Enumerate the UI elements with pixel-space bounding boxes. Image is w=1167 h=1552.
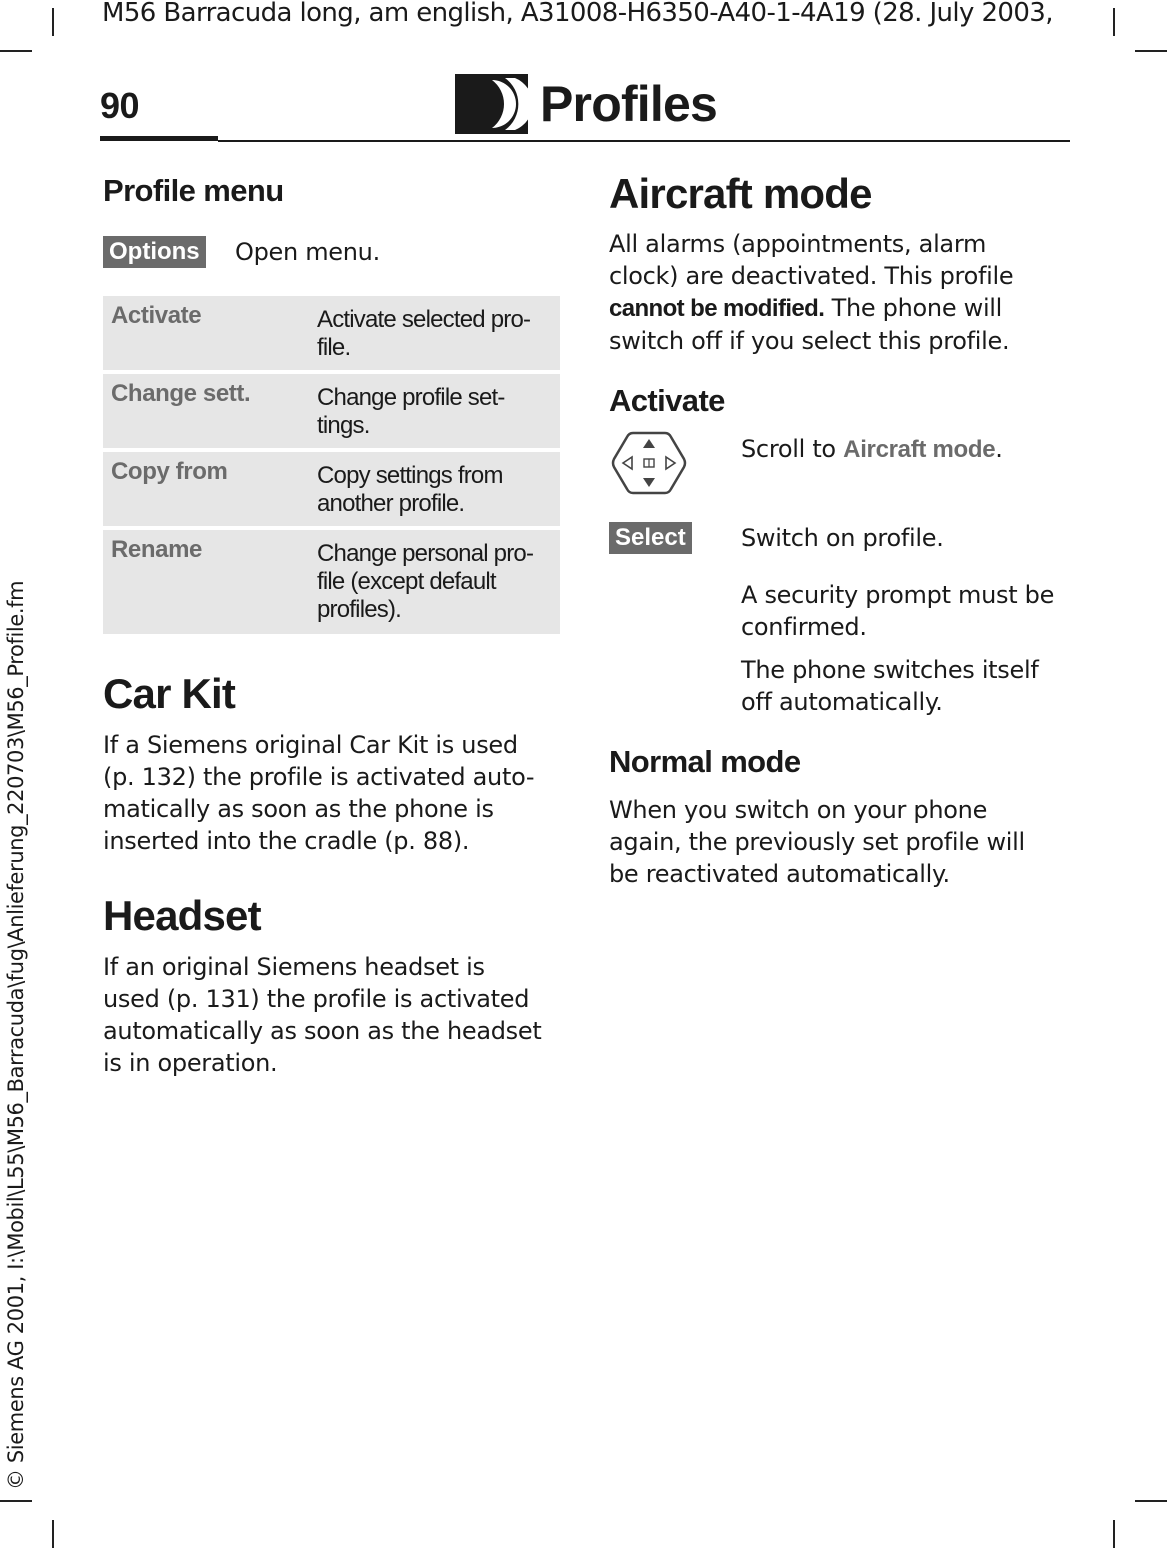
text-line: clock) are deactivated. This profile — [609, 262, 1014, 290]
menu-desc-line: Change profile set- — [317, 384, 505, 411]
normal-mode-body — [609, 794, 1079, 890]
profile-menu-heading: Profile menu — [103, 173, 284, 208]
headset-body — [103, 951, 573, 1079]
emphasis: cannot be modified. — [609, 295, 825, 322]
header-rule — [218, 140, 1070, 142]
options-softkey-desc: Open menu. — [235, 238, 380, 266]
menu-desc — [317, 306, 553, 362]
crop-mark — [0, 50, 32, 52]
menu-desc-line: file (except default — [317, 568, 496, 595]
menu-key: Copy from — [111, 458, 228, 485]
options-softkey[interactable]: Options — [103, 236, 206, 268]
scroll-instruction — [741, 433, 1003, 466]
text-line: again, the previously set profile will — [609, 828, 1025, 856]
crop-mark — [0, 1500, 32, 1502]
menu-row-copy-from[interactable] — [103, 452, 560, 526]
menu-key: Activate — [111, 302, 202, 329]
menu-row-activate[interactable] — [103, 296, 560, 370]
running-title: M56 Barracuda long, am english, A31008-H6350-A40-1-4A19 (28. July 2003, — [102, 0, 1053, 28]
text-line: If a Siemens original Car Kit is used — [103, 731, 518, 759]
headset-heading: Headset — [103, 892, 261, 939]
text-line: automatically as soon as the headset — [103, 1017, 542, 1045]
menu-desc-line: Activate selected pro- — [317, 306, 531, 333]
text-line: inserted into the cradle (p. 88). — [103, 827, 470, 855]
text-span: The phone will — [824, 294, 1003, 322]
menu-key: Change sett. — [111, 380, 251, 407]
aircraft-mode-heading: Aircraft mode — [609, 170, 872, 217]
activate-heading: Activate — [609, 383, 725, 418]
menu-desc-line: another profile. — [317, 490, 465, 517]
menu-key: Rename — [111, 536, 202, 563]
text-line: A security prompt must be — [741, 581, 1055, 609]
menu-row-change-sett[interactable] — [103, 374, 560, 448]
normal-mode-heading: Normal mode — [609, 744, 801, 779]
car-kit-body — [103, 729, 573, 857]
switch-off-note — [741, 654, 1071, 718]
text-line — [609, 292, 1079, 325]
text-line: If an original Siemens headset is — [103, 953, 485, 981]
text-line: be reactivated automatically. — [609, 860, 950, 888]
select-softkey[interactable]: Select — [609, 522, 692, 554]
select-softkey-desc: Switch on profile. — [741, 524, 944, 552]
menu-desc-line: Copy settings from — [317, 462, 503, 489]
text-line: The phone switches itself — [741, 656, 1039, 684]
text-line: is in operation. — [103, 1049, 278, 1077]
text-span: . — [995, 435, 1003, 463]
aircraft-mode-body — [609, 228, 1079, 357]
crop-mark — [1113, 1520, 1115, 1548]
car-kit-heading: Car Kit — [103, 670, 236, 717]
text-span: Scroll to — [741, 435, 844, 463]
menu-desc — [317, 462, 553, 518]
profile-menu-table — [103, 296, 560, 638]
crop-mark — [1135, 1500, 1167, 1502]
text-line: switch off if you select this profile. — [609, 327, 1010, 355]
menu-desc-line: file. — [317, 334, 351, 361]
page-number: 90 — [100, 85, 140, 126]
chapter-title: Profiles — [540, 76, 717, 132]
menu-desc — [317, 384, 553, 440]
text-line: (p. 132) the profile is activated auto- — [103, 763, 535, 791]
profiles-chapter-icon — [455, 74, 528, 134]
menu-desc-line: profiles). — [317, 596, 402, 623]
crop-mark — [1113, 8, 1115, 36]
page-number-underline — [100, 136, 218, 141]
text-line: confirmed. — [741, 613, 867, 641]
menu-item-ref: Aircraft mode — [843, 436, 996, 463]
menu-desc — [317, 540, 553, 624]
crop-mark — [52, 1520, 54, 1548]
menu-row-rename[interactable] — [103, 530, 560, 634]
crop-mark — [1135, 50, 1167, 52]
security-note — [741, 579, 1071, 643]
side-note: © Siemens AG 2001, I:\Mobil\L55\M56_Barracuda\fug\Anlieferung_220703\M56_Profile.fm — [4, 580, 28, 1490]
text-line: off automatically. — [741, 688, 943, 716]
text-line: used (p. 131) the profile is activated — [103, 985, 530, 1013]
menu-desc-line: tings. — [317, 412, 370, 439]
text-line: All alarms (appointments, alarm — [609, 230, 987, 258]
text-line: When you switch on your phone — [609, 796, 988, 824]
text-line: matically as soon as the phone is — [103, 795, 494, 823]
crop-mark — [52, 8, 54, 36]
menu-desc-line: Change personal pro- — [317, 540, 534, 567]
navigation-key-icon[interactable] — [611, 430, 687, 496]
